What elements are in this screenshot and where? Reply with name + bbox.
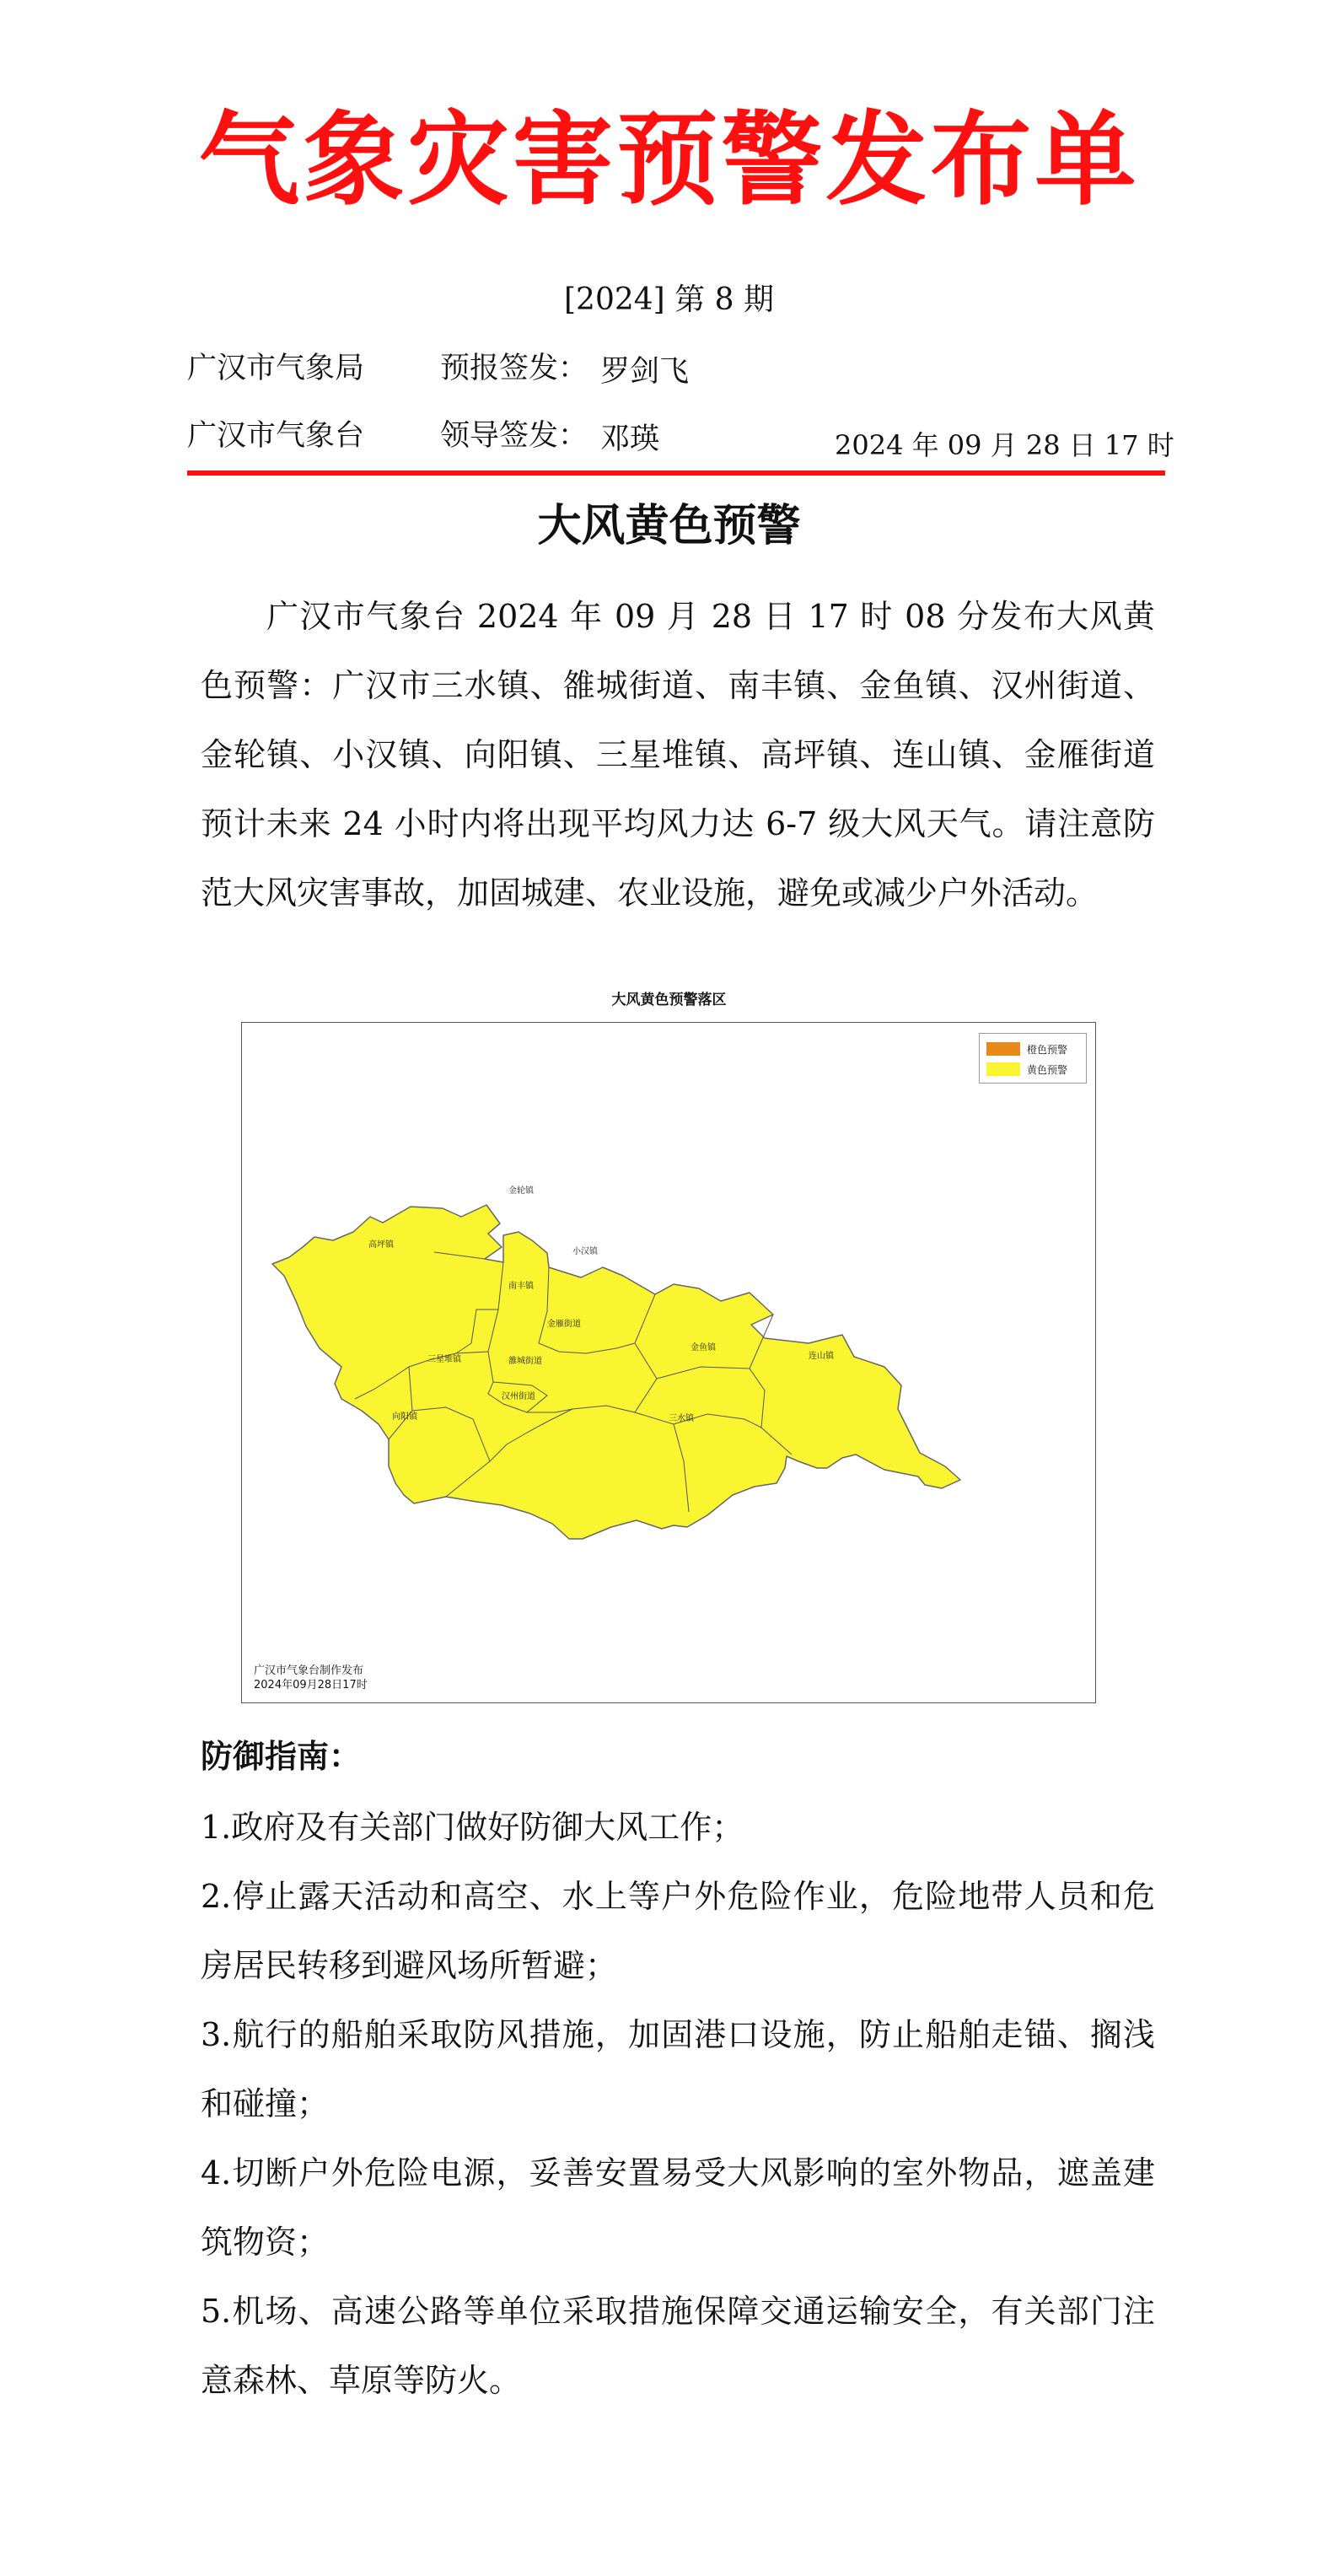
map-legend [979,1033,1087,1084]
town-label-sanshui: 三水镇 [669,1414,694,1423]
town-label-lianshan: 连山镇 [809,1352,834,1361]
forecast-sign-label: 预报签发： [440,352,588,385]
town-label-xiangyang: 向阳镇 [392,1412,417,1422]
header-divider [187,471,1165,476]
warning-map [241,1022,1096,1703]
issue-datetime: 2024 年 09 月 28 日 17 时 [835,429,1174,461]
issue-number: [2024] 第 8 期 [564,282,774,317]
guide-item: 3.航行的船舶采取防风措施，加固港口设施，防止船舶走锚、搁浅和碰撞； [201,2016,1155,2122]
legend-item-yellow [986,1062,1067,1077]
forecast-sign-name: 罗剑飞 [600,355,690,389]
town-label-luocheng: 雒城街道 [508,1357,542,1366]
town-label-nanfeng: 南丰镇 [508,1282,534,1291]
county-outline [272,1205,960,1539]
legend-swatch-orange [986,1042,1020,1056]
guide-item: 2.停止露天活动和高空、水上等户外危险作业，危险地带人员和危房居民转移到避风场所暂避； [201,1878,1155,1984]
guide-item: 1.政府及有关部门做好防御大风工作； [201,1809,744,1846]
org-bureau: 广汉市气象局 [187,352,365,385]
legend-swatch-yellow [986,1062,1020,1076]
guide-item: 5.机场、高速公路等单位采取措施保障交通运输安全，有关部门注意森林、草原等防火。 [201,2293,1155,2399]
map-region [272,1205,960,1539]
org-observatory: 广汉市气象台 [187,419,365,453]
guide-item: 4.切断户外危险电源，妥善安置易受大风影响的室外物品，遮盖建筑物资； [201,2154,1155,2261]
town-label-jinyu: 金鱼镇 [690,1343,716,1353]
legend-label-orange: 橙色预警 [1027,1043,1068,1056]
town-label-jinyan: 金雁街道 [547,1320,581,1329]
town-label-sanxingdui: 三星堆镇 [427,1355,461,1364]
town-label-jinlun: 金轮镇 [508,1186,534,1196]
map-credit-line1: 广汉市气象台制作发布 [254,1664,364,1677]
guide-list [201,1793,1155,2415]
map-caption: 大风黄色预警落区 [611,992,727,1008]
warning-title: 大风黄色预警 [537,500,801,551]
map-credit-line2: 2024年09月28日17时 [254,1679,368,1691]
town-label-gaoping: 高坪镇 [368,1240,394,1250]
map-credit [254,1664,368,1692]
leader-sign-label: 领导签发： [440,419,588,453]
legend-label-yellow: 黄色预警 [1027,1063,1068,1076]
town-label-xiaohan: 小汉镇 [572,1247,598,1256]
leader-sign-name: 邓瑛 [600,422,660,456]
warning-body: 广汉市气象台 2024 年 09 月 28 日 17 时 08 分发布大风黄色预警：广汉市三水镇、雒城街道、南丰镇、金鱼镇、汉州街道、金轮镇、小汉镇、向阳镇、三星堆镇、高坪镇、连山镇、金雁街道预计未来 24 小时内将出现平均风力达 6-7 级大风天气。请注意防范大风灾害事故，加固城建、农业设施，避免或减少户外活动。 [201,598,1155,912]
legend-item-orange [986,1041,1067,1057]
page-title: 气象灾害预警发布单 [198,100,1140,219]
guide-heading: 防御指南： [201,1737,362,1775]
town-label-hanzhou: 汉州街道 [502,1392,535,1401]
map-canvas [242,1023,1095,1702]
